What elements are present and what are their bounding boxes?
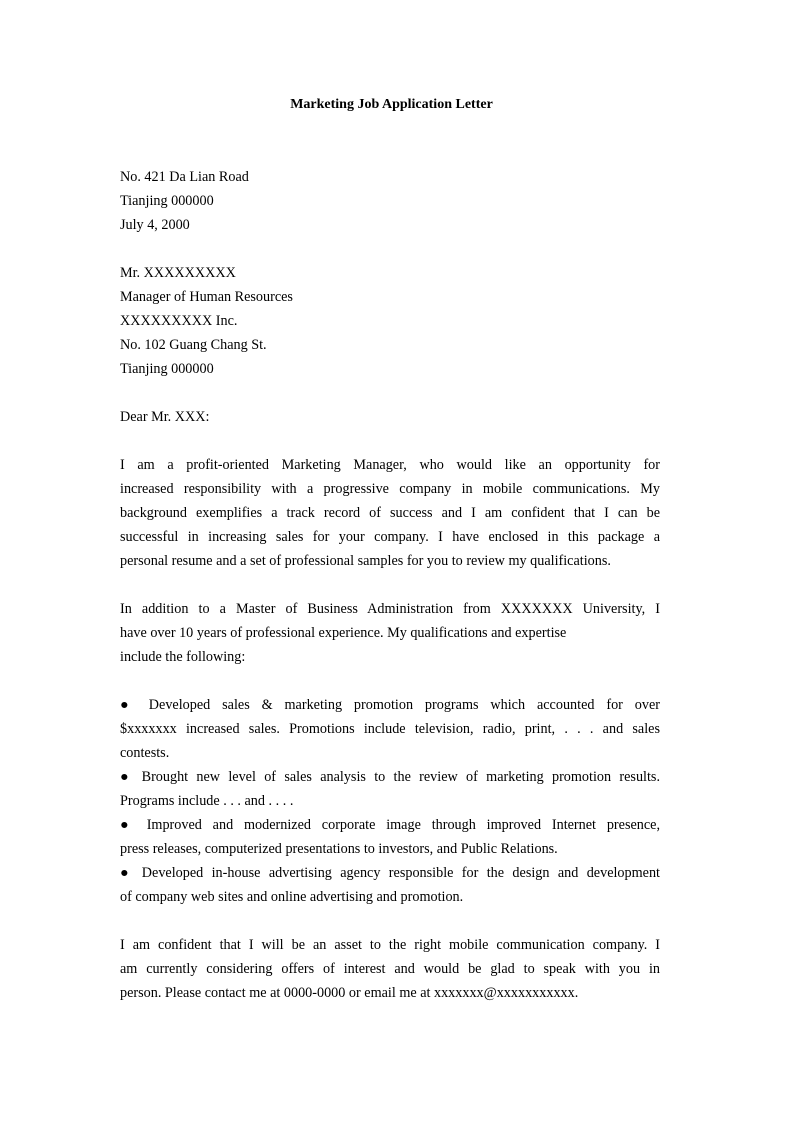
recipient-city: Tianjing 000000: [120, 361, 214, 377]
sender-address: [120, 165, 660, 237]
paragraph-line: am currently considering offers of interest and would be glad to speak with you in: [120, 961, 660, 977]
paragraph-line: successful in increasing sales for your company. I have enclosed in this package a: [120, 529, 660, 545]
paragraph-closing: [120, 933, 660, 1005]
paragraph-qualifications: [120, 597, 660, 669]
recipient-address: [120, 261, 660, 381]
list-item: Programs include . . . and . . . .: [120, 793, 294, 809]
paragraph-line: have over 10 years of professional experience. My qualifications and expertise: [120, 625, 567, 641]
list-item: contests.: [120, 745, 170, 761]
salutation: Dear Mr. XXX:: [120, 409, 210, 425]
paragraph-line: increased responsibility with a progressive company in mobile communications. My: [120, 481, 660, 497]
bullet-list: [120, 693, 660, 909]
list-item: ● Improved and modernized corporate image through improved Internet presence,: [120, 817, 660, 833]
paragraph-line: I am a profit-oriented Marketing Manager, who would like an opportunity for: [120, 457, 660, 473]
paragraph-line: personal resume and a set of professional samples for you to review my qualifications.: [120, 553, 611, 569]
letter-title: Marketing Job Application Letter: [290, 97, 493, 112]
paragraph-line: include the following:: [120, 649, 246, 665]
recipient-title: Manager of Human Resources: [120, 289, 293, 305]
recipient-street: No. 102 Guang Chang St.: [120, 337, 267, 353]
list-item: ● Developed sales & marketing promotion programs which accounted for over: [120, 697, 660, 713]
recipient-name: Mr. XXXXXXXXX: [120, 265, 236, 281]
paragraph-line: I am confident that I will be an asset to the right mobile communication company. I: [120, 937, 660, 953]
paragraph-line: person. Please contact me at 0000-0000 or email me at xxxxxxx@xxxxxxxxxxx.: [120, 985, 579, 1001]
recipient-company: XXXXXXXXX Inc.: [120, 313, 238, 329]
sender-city: Tianjing 000000: [120, 193, 214, 209]
list-item: $xxxxxxx increased sales. Promotions include television, radio, print, . . . and sales: [120, 721, 660, 737]
list-item: ● Developed in-house advertising agency responsible for the design and development: [120, 865, 660, 881]
paragraph-intro: [120, 453, 660, 573]
sender-street: No. 421 Da Lian Road: [120, 169, 249, 185]
list-item: press releases, computerized presentations to investors, and Public Relations.: [120, 841, 558, 857]
salutation-block: [120, 405, 660, 429]
paragraph-line: background exemplifies a track record of success and I am confident that I can be: [120, 505, 660, 521]
letter-date: July 4, 2000: [120, 217, 190, 233]
list-item: of company web sites and online advertising and promotion.: [120, 889, 464, 905]
list-item: ● Brought new level of sales analysis to the review of marketing promotion results.: [120, 769, 660, 785]
paragraph-line: In addition to a Master of Business Administration from XXXXXXX University, I: [120, 601, 660, 617]
